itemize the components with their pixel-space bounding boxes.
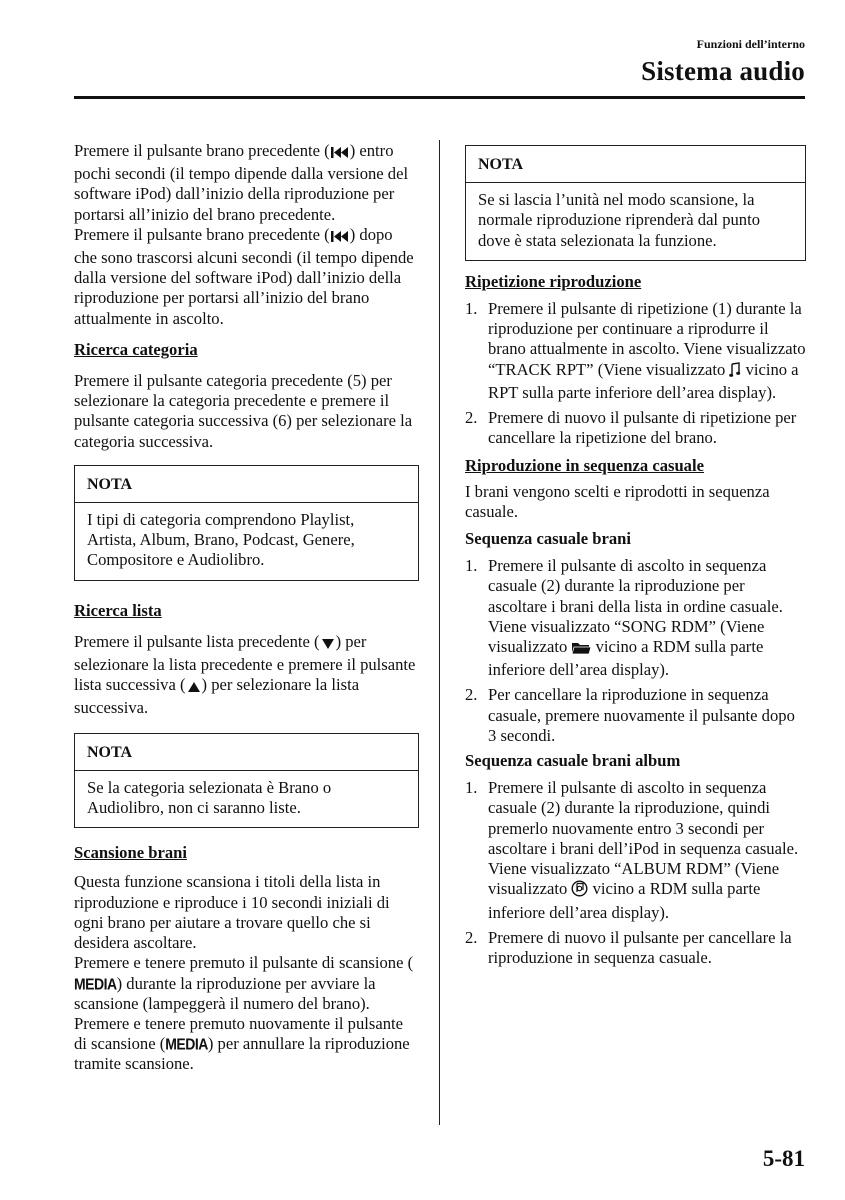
scan-paragraph-2 [74, 953, 419, 1074]
triangle-down-icon [320, 635, 336, 655]
heading-random: Riproduzione in sequenza casuale [465, 456, 704, 476]
step-number: 1. [465, 299, 478, 319]
page-number: 5-81 [762, 1146, 805, 1171]
column-divider [439, 140, 440, 1125]
step-text-b: vicino a RPT sulla parte inferiore dell’area display). [488, 359, 799, 402]
category-paragraph: Premere il pulsante categoria precedente (5) per selezionare la categoria precedente e premere il pulsante categoria successiva (6) per selezionare la categoria successiva. [74, 371, 413, 451]
triangle-up-icon [186, 678, 202, 698]
track-previous-icon [330, 228, 350, 248]
step-text: Per cancellare la riproduzione in sequenza casuale, premere nuovamente il pulsante dopo 3 secondi. [488, 685, 795, 745]
media-button-icon: MEDIA [74, 974, 117, 993]
intro-paragraph-2 [74, 225, 419, 329]
step-text: Premere di nuovo il pulsante per cancellare la riproduzione in sequenza casuale. [488, 927, 792, 967]
step-number: 2. [465, 408, 478, 428]
page-title: Sistema audio [641, 56, 805, 86]
right-column [465, 145, 806, 968]
step-number: 1. [465, 778, 478, 798]
note-box-categories [74, 465, 419, 581]
random-album-steps [465, 778, 806, 968]
header-rule [74, 96, 805, 99]
left-column [74, 141, 419, 1075]
note-title: NOTA [466, 146, 805, 183]
step-number: 2. [465, 685, 478, 705]
list-text-a: Premere il pulsante lista precedente ( [74, 631, 320, 651]
intro1-text-a: Premere il pulsante brano precedente ( [74, 141, 330, 160]
scan2-text-a: Premere e tenere premuto il pulsante di scansione ( [74, 953, 414, 973]
scan2-text-b: ) durante la riproduzione per avviare la scansione (lampeggerà il numero del brano). Premere e tenere premuto nuovamente il pulsante di scansione ( [74, 973, 403, 1054]
subheading-random-album: Sequenza casuale brani album [465, 751, 681, 771]
heading-scan: Scansione brani [74, 843, 187, 863]
track-previous-icon [330, 144, 350, 164]
subheading-random-songs: Sequenza casuale brani [465, 529, 631, 549]
step-number: 1. [465, 556, 478, 576]
list-item [465, 408, 806, 448]
intro2-text-a: Premere il pulsante brano precedente ( [74, 224, 330, 244]
list-item [465, 685, 806, 746]
step-text-a: Premere il pulsante di ripetizione (1) durante la riproduzione per continuare a riprodurre il brano attualmente in ascolto. Viene visualizzato “TRACK RPT” (Viene visualizzato [488, 299, 806, 379]
list-paragraph [74, 632, 419, 719]
step-text [488, 299, 806, 403]
note-body: Se si lascia l’unità nel modo scansione, la normale riproduzione riprenderà dal punto dove è stata selezionata la funzione. [478, 190, 760, 250]
intro2-text-b: ) dopo che sono trascorsi alcuni secondi (il tempo dipende dalla versione del software iPod) dall’inizio della riproduzione per portarsi all’inizio del brano attualmente in ascolto. [74, 224, 414, 328]
step-text-a: Premere il pulsante di ascolto in sequenza casuale (2) durante la riproduzione per ascoltare i brani della lista in ordine casuale. Viene visualizzato “SONG RDM” (Viene visualizzato [488, 556, 783, 657]
list-text-b: ) per selezionare la lista precedente e premere il pulsante lista successiva ( [74, 631, 416, 695]
step-text [488, 778, 806, 922]
list-item [465, 928, 806, 968]
intro1-text-b: ) entro pochi secondi (il tempo dipende dalla versione del software iPod) dall’inizio della riproduzione per portarsi all’inizio del brano precedente. [74, 141, 409, 224]
section-header: Funzioni dell’interno [696, 37, 805, 51]
list-item [465, 299, 806, 403]
step-text [488, 556, 806, 680]
list-item [465, 778, 806, 922]
folder-icon [571, 640, 591, 660]
scan2-text-c: ) per annullare la riproduzione tramite scansione. [74, 1034, 410, 1074]
heading-category-search: Ricerca categoria [74, 339, 198, 359]
step-text-b: vicino a RDM sulla parte inferiore dell’area display). [488, 637, 764, 680]
music-note-icon [729, 362, 741, 383]
heading-repeat: Ripetizione riproduzione [465, 271, 642, 291]
step-number: 2. [465, 927, 478, 947]
step-text-b: vicino a RDM sulla parte inferiore dell’area display). [488, 879, 761, 922]
heading-list-search: Ricerca lista [74, 600, 162, 620]
disc-icon [571, 880, 588, 902]
intro-paragraph-1 [74, 141, 419, 225]
list-text-c: ) per selezionare la lista successiva. [74, 675, 360, 718]
step-text-a: Premere il pulsante di ascolto in sequenza casuale (2) durante la riproduzione, quindi premerlo nuovamente entro 3 secondi per ascoltare i brani dell’iPod in sequenza casuale. Viene visualizzato “ALBUM RDM” (Viene visualizzato [488, 778, 799, 899]
step-text: Premere di nuovo il pulsante di ripetizione per cancellare la ripetizione del brano. [488, 408, 797, 448]
note-body: I tipi di categoria comprendono Playlist, Artista, Album, Brano, Podcast, Genere, Compositore e Audiolibro. [87, 510, 355, 570]
note-box-list [74, 733, 419, 829]
note-box-scan [465, 145, 806, 261]
list-item [465, 556, 806, 680]
random-songs-steps [465, 556, 806, 746]
note-title: NOTA [75, 466, 418, 503]
scan-paragraph-1: Questa funzione scansiona i titoli della lista in riproduzione e riproduce i 10 secondi iniziali di ogni brano per aiutare a trovare quello che si desidera ascoltare. [74, 872, 390, 953]
random-paragraph: I brani vengono scelti e riprodotti in sequenza casuale. [465, 481, 770, 521]
media-button-icon: MEDIA [165, 1035, 208, 1053]
note-title: NOTA [75, 734, 418, 771]
repeat-steps [465, 299, 806, 448]
note-body: Se la categoria selezionata è Brano o Audiolibro, non ci saranno liste. [87, 777, 332, 818]
